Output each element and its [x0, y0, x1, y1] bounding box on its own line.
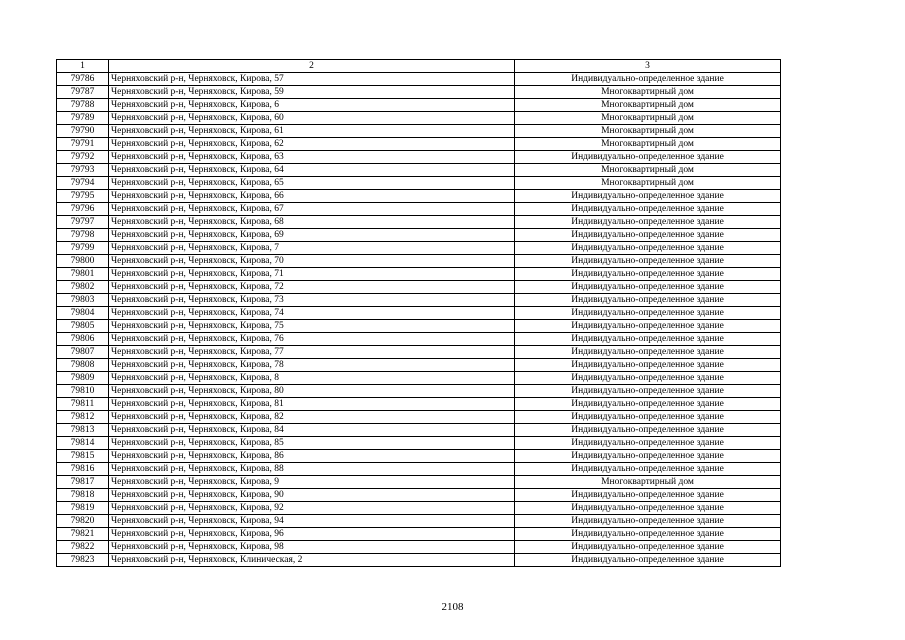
row-address-cell: Черняховский р-н, Черняховск, Кирова, 84 — [109, 424, 515, 437]
row-address-cell: Черняховский р-н, Черняховск, Кирова, 8 — [109, 372, 515, 385]
row-id-cell: 79796 — [57, 203, 109, 216]
row-address-cell: Черняховский р-н, Черняховск, Кирова, 59 — [109, 86, 515, 99]
row-type-cell: Индивидуально-определенное здание — [515, 541, 781, 554]
row-type-cell: Индивидуально-определенное здание — [515, 333, 781, 346]
row-type-cell: Индивидуально-определенное здание — [515, 151, 781, 164]
row-id-cell: 79798 — [57, 229, 109, 242]
row-type-cell: Индивидуально-определенное здание — [515, 320, 781, 333]
row-id-cell: 79806 — [57, 333, 109, 346]
row-address-cell: Черняховский р-н, Черняховск, Кирова, 68 — [109, 216, 515, 229]
row-type-cell: Индивидуально-определенное здание — [515, 437, 781, 450]
row-type-cell: Индивидуально-определенное здание — [515, 268, 781, 281]
row-address-cell: Черняховский р-н, Черняховск, Кирова, 81 — [109, 398, 515, 411]
row-type-cell: Индивидуально-определенное здание — [515, 346, 781, 359]
row-id-cell: 79790 — [57, 125, 109, 138]
table-row — [57, 268, 781, 281]
row-id-cell: 79810 — [57, 385, 109, 398]
row-id-cell: 79804 — [57, 307, 109, 320]
row-id-cell: 79789 — [57, 112, 109, 125]
row-id-cell: 79792 — [57, 151, 109, 164]
row-id-cell: 79808 — [57, 359, 109, 372]
table-row — [57, 255, 781, 268]
row-type-cell: Индивидуально-определенное здание — [515, 229, 781, 242]
row-id-cell: 79791 — [57, 138, 109, 151]
table-row — [57, 385, 781, 398]
page-number: 2108 — [441, 601, 464, 613]
table-row — [57, 372, 781, 385]
row-id-cell: 79794 — [57, 177, 109, 190]
row-type-cell: Индивидуально-определенное здание — [515, 450, 781, 463]
row-id-cell: 79823 — [57, 554, 109, 567]
row-address-cell: Черняховский р-н, Черняховск, Кирова, 7 — [109, 242, 515, 255]
row-address-cell: Черняховский р-н, Черняховск, Кирова, 90 — [109, 489, 515, 502]
row-type-cell: Индивидуально-определенное здание — [515, 294, 781, 307]
row-id-cell: 79805 — [57, 320, 109, 333]
row-type-cell: Многоквартирный дом — [515, 112, 781, 125]
table-header-row — [57, 60, 781, 73]
row-id-cell: 79787 — [57, 86, 109, 99]
row-type-cell: Индивидуально-определенное здание — [515, 190, 781, 203]
table-row — [57, 138, 781, 151]
table-row — [57, 515, 781, 528]
table-row — [57, 450, 781, 463]
row-address-cell: Черняховский р-н, Черняховск, Кирова, 65 — [109, 177, 515, 190]
table-row — [57, 125, 781, 138]
table-row — [57, 151, 781, 164]
row-type-cell: Многоквартирный дом — [515, 86, 781, 99]
row-id-cell: 79801 — [57, 268, 109, 281]
row-id-cell: 79797 — [57, 216, 109, 229]
buildings-table — [56, 59, 781, 567]
row-address-cell: Черняховский р-н, Черняховск, Кирова, 63 — [109, 151, 515, 164]
table-row — [57, 190, 781, 203]
row-address-cell: Черняховский р-н, Черняховск, Кирова, 88 — [109, 463, 515, 476]
table-row — [57, 359, 781, 372]
row-address-cell: Черняховский р-н, Черняховск, Кирова, 70 — [109, 255, 515, 268]
table-row — [57, 177, 781, 190]
row-type-cell: Индивидуально-определенное здание — [515, 73, 781, 86]
table-row — [57, 242, 781, 255]
row-address-cell: Черняховский р-н, Черняховск, Кирова, 61 — [109, 125, 515, 138]
table-row — [57, 203, 781, 216]
table-row — [57, 554, 781, 567]
row-address-cell: Черняховский р-н, Черняховск, Кирова, 85 — [109, 437, 515, 450]
row-type-cell: Индивидуально-определенное здание — [515, 502, 781, 515]
table-body — [57, 73, 781, 567]
row-type-cell: Индивидуально-определенное здание — [515, 411, 781, 424]
table-row — [57, 437, 781, 450]
row-id-cell: 79816 — [57, 463, 109, 476]
row-type-cell: Многоквартирный дом — [515, 99, 781, 112]
row-address-cell: Черняховский р-н, Черняховск, Кирова, 67 — [109, 203, 515, 216]
row-id-cell: 79819 — [57, 502, 109, 515]
row-type-cell: Индивидуально-определенное здание — [515, 554, 781, 567]
row-id-cell: 79817 — [57, 476, 109, 489]
row-address-cell: Черняховский р-н, Черняховск, Кирова, 76 — [109, 333, 515, 346]
row-type-cell: Индивидуально-определенное здание — [515, 489, 781, 502]
row-id-cell: 79821 — [57, 528, 109, 541]
table-row — [57, 99, 781, 112]
row-id-cell: 79807 — [57, 346, 109, 359]
row-address-cell: Черняховский р-н, Черняховск, Кирова, 92 — [109, 502, 515, 515]
row-address-cell: Черняховский р-н, Черняховск, Кирова, 86 — [109, 450, 515, 463]
row-type-cell: Индивидуально-определенное здание — [515, 463, 781, 476]
row-address-cell: Черняховский р-н, Черняховск, Кирова, 82 — [109, 411, 515, 424]
row-address-cell: Черняховский р-н, Черняховск, Кирова, 75 — [109, 320, 515, 333]
table-row — [57, 281, 781, 294]
row-id-cell: 79820 — [57, 515, 109, 528]
table-row — [57, 333, 781, 346]
row-address-cell: Черняховский р-н, Черняховск, Кирова, 6 — [109, 99, 515, 112]
table-row — [57, 86, 781, 99]
row-address-cell: Черняховский р-н, Черняховск, Кирова, 94 — [109, 515, 515, 528]
table-row — [57, 112, 781, 125]
table-row — [57, 216, 781, 229]
row-type-cell: Индивидуально-определенное здание — [515, 281, 781, 294]
row-type-cell: Многоквартирный дом — [515, 177, 781, 190]
column-header-3: 3 — [515, 60, 781, 73]
row-type-cell: Индивидуально-определенное здание — [515, 398, 781, 411]
row-type-cell: Многоквартирный дом — [515, 138, 781, 151]
row-type-cell: Индивидуально-определенное здание — [515, 307, 781, 320]
row-address-cell: Черняховский р-н, Черняховск, Кирова, 60 — [109, 112, 515, 125]
row-type-cell: Индивидуально-определенное здание — [515, 515, 781, 528]
row-id-cell: 79795 — [57, 190, 109, 203]
row-id-cell: 79812 — [57, 411, 109, 424]
row-address-cell: Черняховский р-н, Черняховск, Кирова, 66 — [109, 190, 515, 203]
table-row — [57, 424, 781, 437]
row-address-cell: Черняховский р-н, Черняховск, Кирова, 96 — [109, 528, 515, 541]
row-id-cell: 79814 — [57, 437, 109, 450]
row-id-cell: 79813 — [57, 424, 109, 437]
table-row — [57, 528, 781, 541]
table-row — [57, 229, 781, 242]
row-address-cell: Черняховский р-н, Черняховск, Кирова, 80 — [109, 385, 515, 398]
row-type-cell: Многоквартирный дом — [515, 164, 781, 177]
row-id-cell: 79788 — [57, 99, 109, 112]
table-row — [57, 294, 781, 307]
row-address-cell: Черняховский р-н, Черняховск, Кирова, 73 — [109, 294, 515, 307]
row-id-cell: 79818 — [57, 489, 109, 502]
table-row — [57, 476, 781, 489]
column-header-1: 1 — [57, 60, 109, 73]
row-type-cell: Многоквартирный дом — [515, 476, 781, 489]
table-row — [57, 411, 781, 424]
table-row — [57, 463, 781, 476]
row-type-cell: Индивидуально-определенное здание — [515, 424, 781, 437]
row-address-cell: Черняховский р-н, Черняховск, Кирова, 9 — [109, 476, 515, 489]
table-row — [57, 320, 781, 333]
row-address-cell: Черняховский р-н, Черняховск, Кирова, 64 — [109, 164, 515, 177]
row-type-cell: Индивидуально-определенное здание — [515, 203, 781, 216]
row-type-cell: Индивидуально-определенное здание — [515, 255, 781, 268]
row-type-cell: Индивидуально-определенное здание — [515, 528, 781, 541]
row-id-cell: 79803 — [57, 294, 109, 307]
row-address-cell: Черняховский р-н, Черняховск, Кирова, 69 — [109, 229, 515, 242]
row-id-cell: 79802 — [57, 281, 109, 294]
row-address-cell: Черняховский р-н, Черняховск, Клиническая, 2 — [109, 554, 515, 567]
row-id-cell: 79786 — [57, 73, 109, 86]
table-row — [57, 307, 781, 320]
row-address-cell: Черняховский р-н, Черняховск, Кирова, 78 — [109, 359, 515, 372]
row-id-cell: 79799 — [57, 242, 109, 255]
table-row — [57, 502, 781, 515]
table-row — [57, 398, 781, 411]
table-row — [57, 346, 781, 359]
row-id-cell: 79800 — [57, 255, 109, 268]
row-address-cell: Черняховский р-н, Черняховск, Кирова, 77 — [109, 346, 515, 359]
row-address-cell: Черняховский р-н, Черняховск, Кирова, 74 — [109, 307, 515, 320]
row-address-cell: Черняховский р-н, Черняховск, Кирова, 72 — [109, 281, 515, 294]
row-id-cell: 79809 — [57, 372, 109, 385]
row-type-cell: Многоквартирный дом — [515, 125, 781, 138]
column-header-2: 2 — [109, 60, 515, 73]
row-type-cell: Индивидуально-определенное здание — [515, 216, 781, 229]
row-type-cell: Индивидуально-определенное здание — [515, 372, 781, 385]
row-type-cell: Индивидуально-определенное здание — [515, 242, 781, 255]
row-id-cell: 79815 — [57, 450, 109, 463]
row-address-cell: Черняховский р-н, Черняховск, Кирова, 98 — [109, 541, 515, 554]
row-type-cell: Индивидуально-определенное здание — [515, 359, 781, 372]
row-address-cell: Черняховский р-н, Черняховск, Кирова, 71 — [109, 268, 515, 281]
row-type-cell: Индивидуально-определенное здание — [515, 385, 781, 398]
table-row — [57, 489, 781, 502]
row-address-cell: Черняховский р-н, Черняховск, Кирова, 62 — [109, 138, 515, 151]
table-row — [57, 164, 781, 177]
row-address-cell: Черняховский р-н, Черняховск, Кирова, 57 — [109, 73, 515, 86]
table-row — [57, 541, 781, 554]
row-id-cell: 79822 — [57, 541, 109, 554]
table-row — [57, 73, 781, 86]
row-id-cell: 79793 — [57, 164, 109, 177]
row-id-cell: 79811 — [57, 398, 109, 411]
